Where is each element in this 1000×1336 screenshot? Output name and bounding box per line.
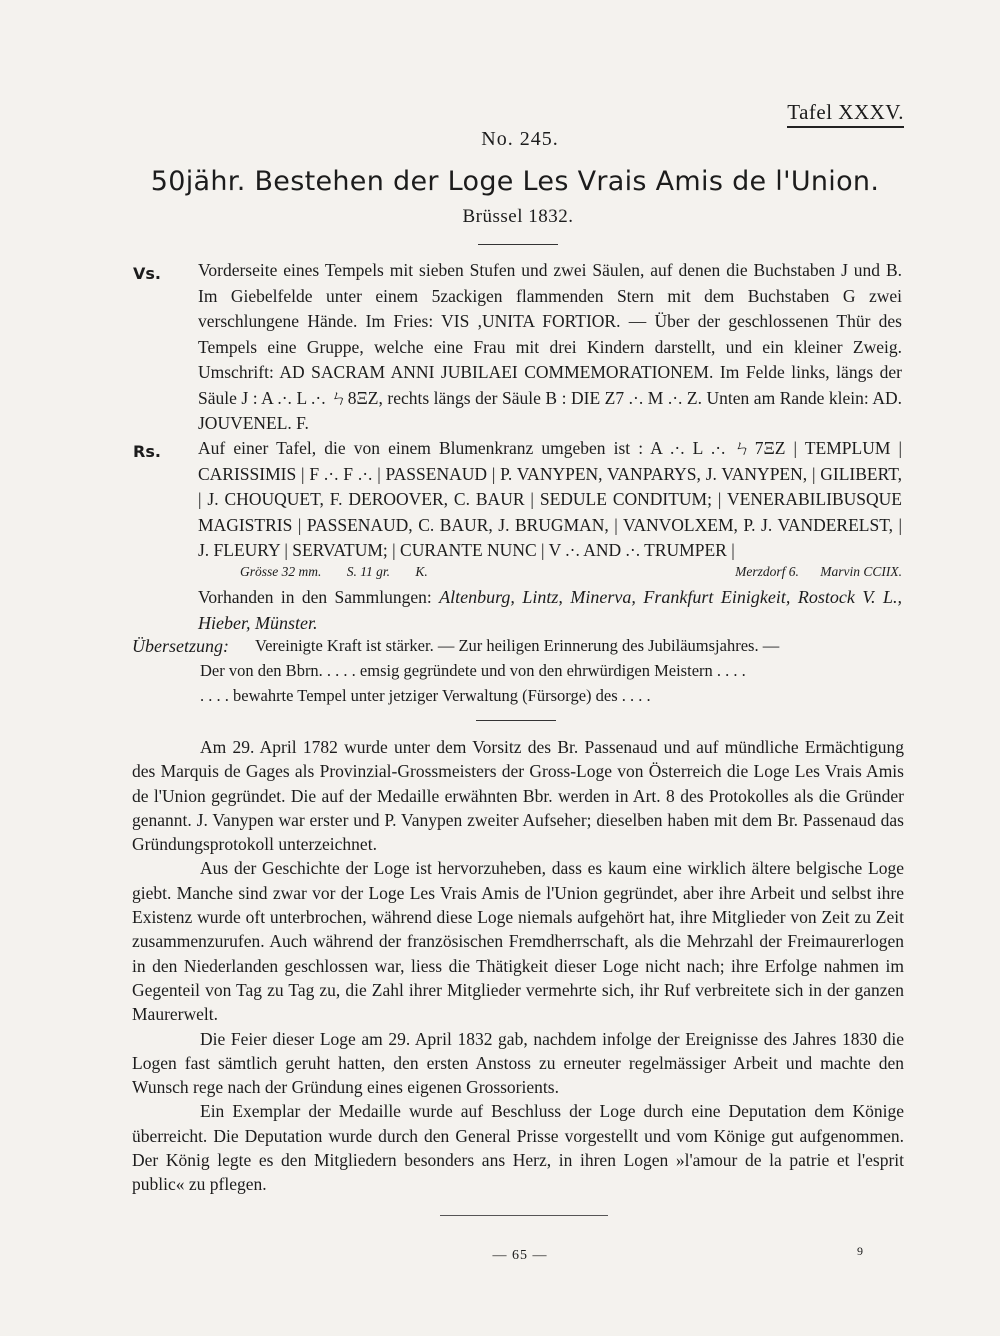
catalog-number: No. 245. [481, 128, 559, 150]
paragraph: Aus der Geschichte der Loge ist hervorzuheben, dass es kaum eine wirklich ältere belgische Loge giebt. Manche sind zwar vor der Loge Les Vrais Amis de l'Union gegründet, aber ihre Arbeit und selbst ihre Existenz wurde oft unterbrochen, während diese Loge niemals aufgehört hat, ihre Mitglieder von Zeit zu Zeit zusammenzurufen. Auch während der französischen Fremdherrschaft, als die Mehrzahl der Freimaurerlogen in den Niederlanden geschlossen war, liess die Thätigkeit dieser Loge nicht nach; ihre Erfolge nahmen im Gegenteil von Tag zu Tag zu, die Zahl ihrer Mitglieder vermehrte sich, ihr Ruf verbreitete sich in der ganzen Maurerwelt. [132, 858, 904, 1025]
collections [198, 585, 902, 636]
translation-line: Vereinigte Kraft ist stärker. — Zur heiligen Erinnerung des Jubiläumsjahres. — [255, 636, 780, 655]
translation-label: Übersetzung: [132, 636, 229, 656]
reference-marvin: Marvin CCIIX. [820, 564, 902, 579]
history-text [132, 735, 904, 1197]
paragraph: Die Feier dieser Loge am 29. April 1832 gab, nachdem infolge der Ereignisse des Jahres 1830 die Logen fast sämtlich geruht hatten, den ersten Anstoss zu erneuter regelmässiger Arbeit und machte den Wunsch rege nach der Gründung eines eigenen Grossorients. [132, 1028, 904, 1098]
section-divider [476, 720, 556, 721]
reference-merzdorf: Merzdorf 6. [735, 564, 799, 579]
reverse-description: Auf einer Tafel, die von einem Blumenkranz umgeben ist : A .·. L .·. ㄣ7ΞZ | TEMPLUM | CARISSIMIS | F .·. F .·. | PASSENAUD | P. VANYPEN, VANPARYS, J. VANYPEN, | GILIBERT, | J. CHOUQUET, F. DEROOVER, C. BAUR | SEDULE CONDITUM; | VENERABILIBUSQUE MAGISTRIS | PASSENAUD, C. BAUR, J. BRUGMAN, | VANVOLXEM, P. J. VANDERELST, | J. FLEURY | SERVATUM; | CURANTE NUNC | V .·. AND .·. TRUMPER | [198, 438, 902, 560]
page-number: — 65 — [492, 1248, 548, 1263]
collections-lead: Vorhanden in den Sammlungen: [198, 587, 432, 607]
ornament-divider [478, 242, 558, 248]
paragraph: Ein Exemplar der Medaille wurde auf Beschluss der Loge durch eine Deputation dem Könige überreicht. Die Deputation wurde durch den General Prisse vorgestellt und vom Könige gut aufgenommen. Der König legte es den Mitgliedern besonders ans Herz, in ihren Logen »l'amour de la patrie et l'esprit public« zu pflegen. [132, 1101, 904, 1195]
plate-label: Tafel XXXV. [787, 100, 904, 128]
paragraph: Am 29. April 1782 wurde unter dem Vorsitz des Br. Passenaud und auf mündliche Ermächtigung des Marquis de Gages als Provinzial-Grossmeisters der Gross-Loge von Österreich die Loge Les Vrais Amis de l'Union gegründet. Die auf der Medaille erwähnten Bbr. werden in Art. 8 des Protokolles als die Gründer genannt. J. Vanypen war erster und P. Vanypen zweiter Aufseher; dieselben haben mit dem Br. Passenaud das Gründungsprotokoll unterzeichnet. [132, 737, 904, 855]
medal-metal: K. [415, 564, 428, 579]
reverse-label: Rs. [133, 442, 161, 461]
page-title: 50jähr. Bestehen der Loge Les Vrais Amis de l'Union. [150, 166, 880, 197]
medal-size: Grösse 32 mm. [240, 564, 322, 579]
footer-divider [440, 1215, 608, 1216]
obverse-label: Vs. [133, 264, 161, 283]
medal-metadata [240, 564, 902, 580]
signature-mark: 9 [857, 1244, 863, 1258]
place-date: Brüssel 1832. [462, 206, 574, 227]
translation [200, 633, 905, 708]
obverse-description: Vorderseite eines Tempels mit sieben Stufen und zwei Säulen, auf denen die Buchstaben J und B. Im Giebelfelde unter einem 5zackigen flammenden Stern mit dem Buchstaben G zwei verschlungene Hände. Im Fries: VIS ,UNITA FORTIOR. — Über der geschlossenen Thür des Tempels eine Gruppe, welche eine Frau mit drei Kindern darstellt, und ein kleiner Zweig. Umschrift: AD SACRAM ANNI JUBILAEI COMMEMORATIONEM. Im Felde links, längs der Säule J : A .·. L .·. ㄣ8ΞZ, rechts längs der Säule B : DIE Z7 .·. M .·. Z. Unten am Rande klein: AD. JOUVENEL. F. [198, 260, 902, 433]
translation-line: Der von den Bbrn. . . . . emsig gegründete und von den ehrwürdigen Meistern . . . . [200, 661, 746, 680]
translation-line: . . . . bewahrte Tempel unter jetziger Verwaltung (Fürsorge) des . . . . [200, 686, 651, 705]
collections-list: Altenburg, Lintz, Minerva, Frankfurt Einigkeit, Rostock V. L., Hieber, Münster. [198, 587, 902, 633]
medal-weight: S. 11 gr. [346, 564, 391, 579]
